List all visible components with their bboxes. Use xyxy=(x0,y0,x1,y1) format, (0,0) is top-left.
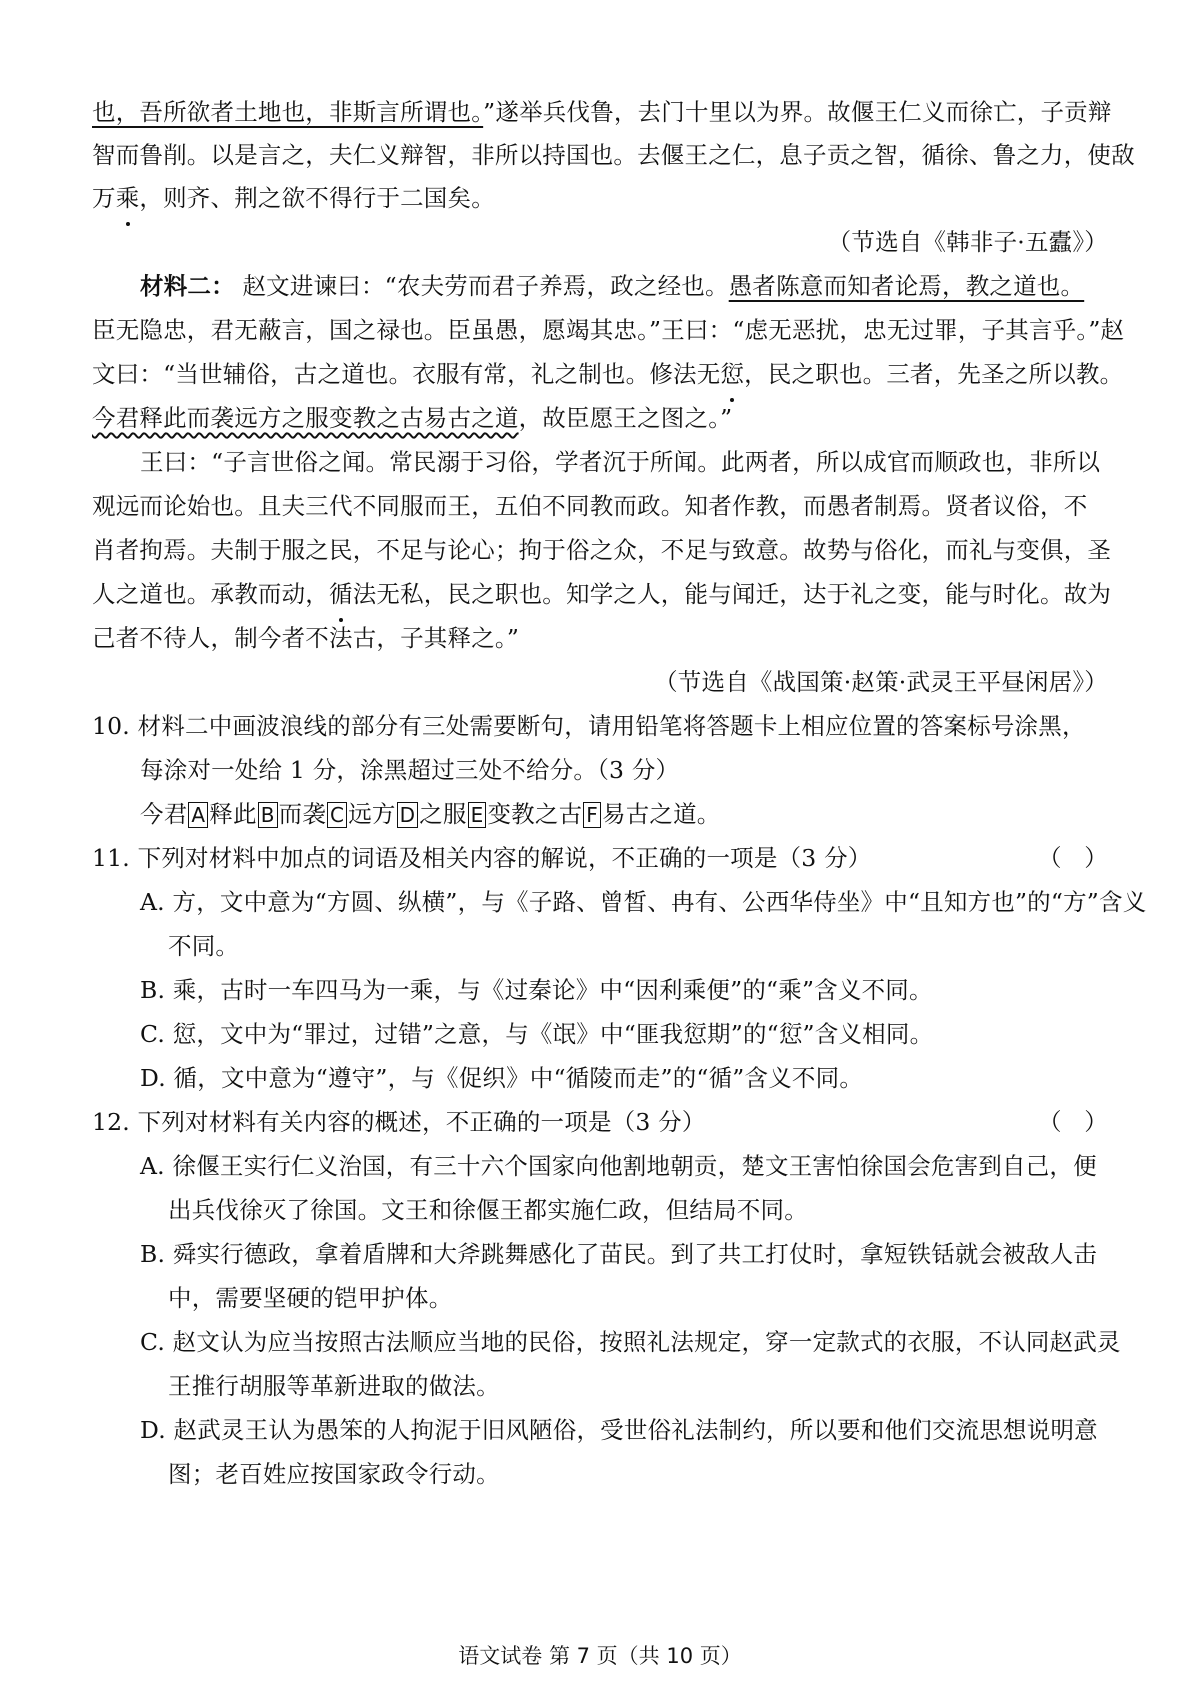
q12-option-b-cont: 中，需要坚硬的铠甲护体。 xyxy=(168,1284,453,1312)
source-note-2: （节选自《战国策·赵策·武灵王平昼闲居》） xyxy=(654,668,1108,696)
material2-para2-line-5: 己者不待人，制今者不法古，子其释之。” xyxy=(92,624,520,652)
page-footer: 语文试卷 第 7 页（共 10 页） xyxy=(458,1644,742,1668)
q12-stem: 12. 下列对材料有关内容的概述，不正确的一项是（3 分） xyxy=(92,1108,706,1136)
q12-option-c-cont: 王推行胡服等革新进取的做法。 xyxy=(168,1372,500,1400)
material2-para2-line-1: 王曰：“子言世俗之闻。常民溺于习俗，学者沉于所闻。此两者，所以成官而顺政也，非所以 xyxy=(140,448,1101,476)
answer-box-f: F xyxy=(583,802,601,828)
answer-box-d: D xyxy=(397,802,419,828)
q10-options: 今君 A 释此 B 而袭 C 远方 D 之服 E 变教之古 F 易古之道。 xyxy=(140,800,721,828)
q11-option-c: C. 愆，文中为“罪过，过错”之意，与《氓》中“匪我愆期”的“愆”含义相同。 xyxy=(140,1020,934,1048)
q10-stem-line-1: 10. 材料二中画波浪线的部分有三处需要断句，请用铅笔将答题卡上相应位置的答案标号涂黑， xyxy=(92,712,1086,740)
answer-box-b: B xyxy=(258,802,278,828)
material2-line-4: 今君释此而袭远方之服变教之古易古之道，故臣愿王之图之。” xyxy=(92,404,733,432)
q12-option-d-cont: 图；老百姓应按国家政令行动。 xyxy=(168,1460,500,1488)
answer-box-a: A xyxy=(188,802,208,828)
q12-option-d: D. 赵武灵王认为愚笨的人拘泥于旧风陋俗，受世俗礼法制约，所以要和他们交流思想说明意 xyxy=(140,1416,1098,1444)
q12-option-c: C. 赵文认为应当按照古法顺应当地的民俗，按照礼法规定，穿一定款式的衣服，不认同赵武灵 xyxy=(140,1328,1121,1356)
q11-option-b: B. 乘，古时一车四马为一乘，与《过秦论》中“因利乘便”的“乘”含义不同。 xyxy=(140,976,933,1004)
dotted-char: 乘 xyxy=(116,174,140,222)
answer-box-c: C xyxy=(327,802,347,828)
q11-option-a: A. 方，文中意为“方圆、纵横”，与《子路、曾皙、冉有、公西华侍坐》中“且知方也”的“方”含义 xyxy=(140,888,1147,916)
answer-box-e: E xyxy=(468,802,487,828)
q10-stem-line-2: 每涂对一处给 1 分，涂黑超过三处不给分。（3 分） xyxy=(140,756,680,784)
passage-line-2: 智而鲁削。以是言之，夫仁义辩智，非所以持国也。去偃王之仁，息子贡之智，循徐、鲁之力，使敌 xyxy=(92,141,1135,169)
q12-option-a: A. 徐偃王实行仁义治国，有三十六个国家向他割地朝贡，楚文王害怕徐国会危害到自己，便 xyxy=(140,1152,1097,1180)
q11-option-a-cont: 不同。 xyxy=(168,932,240,960)
dotted-char: 循 xyxy=(329,570,353,618)
q12-answer-bracket: （ ） xyxy=(1038,1108,1108,1136)
material2-line-3: 文曰：“当世辅俗，古之道也。衣服有常，礼之制也。修法无愆，民之职也。三者，先圣之所以教。 xyxy=(92,350,1112,398)
q11-option-d: D. 循，文中意为“遵守”，与《促织》中“循陵而走”的“循”含义不同。 xyxy=(140,1064,864,1092)
underlined-sentence: 愚者陈意而知者论焉，教之道也。 xyxy=(728,272,1085,300)
source-note-1: （节选自《韩非子·五蠹》） xyxy=(827,228,1108,256)
material2-para2-line-3: 肖者拘焉。夫制于服之民，不足与论心；拘于俗之众，不足与致意。故势与俗化，而礼与变俱，圣 xyxy=(92,536,1112,564)
material2-line-1: 材料二： 赵文进谏曰：“农夫劳而君子养焉，政之经也。愚者陈意而知者论焉，教之道也。 xyxy=(140,272,1085,300)
passage-line-1: 也，吾所欲者土地也，非斯言所谓也。”遂举兵伐鲁，去门十里以为界。故偃王仁义而徐亡，子贡辩 xyxy=(92,98,1112,126)
q12-option-b: B. 舜实行德政，拿着盾牌和大斧跳舞感化了苗民。到了共工打仗时，拿短铁铦就会被敌人击 xyxy=(140,1240,1098,1268)
passage-line-3: 万乘，则齐、荆之欲不得行于二国矣。 xyxy=(92,174,1112,222)
material2-para2-line-2: 观远而论始也。且夫三代不同服而王，五伯不同教而政。知者作教，而愚者制焉。贤者议俗，不 xyxy=(92,492,1088,520)
q11-stem: 11. 下列对材料中加点的词语及相关内容的解说，不正确的一项是（3 分） xyxy=(92,844,872,872)
material2-para2-line-4: 人之道也。承教而动，循法无私，民之职也。知学之人，能与闻迁，达于礼之变，能与时化。故为 xyxy=(92,570,1112,618)
material2-label: 材料二： xyxy=(140,272,235,300)
underlined-sentence: 也，吾所欲者土地也，非斯言所谓也。 xyxy=(92,98,484,126)
wavy-underlined-sentence: 今君释此而袭远方之服变教之古易古之道 xyxy=(92,404,519,432)
material2-line-2: 臣无隐忠，君无蔽言，国之禄也。臣虽愚，愿竭其忠。”王曰：“虑无恶扰，忠无过罪，子其言乎。”赵 xyxy=(92,316,1125,344)
dotted-char: 愆 xyxy=(720,350,744,398)
q12-option-a-cont: 出兵伐徐灭了徐国。文王和徐偃王都实施仁政，但结局不同。 xyxy=(168,1196,808,1224)
q11-answer-bracket: （ ） xyxy=(1038,844,1108,872)
